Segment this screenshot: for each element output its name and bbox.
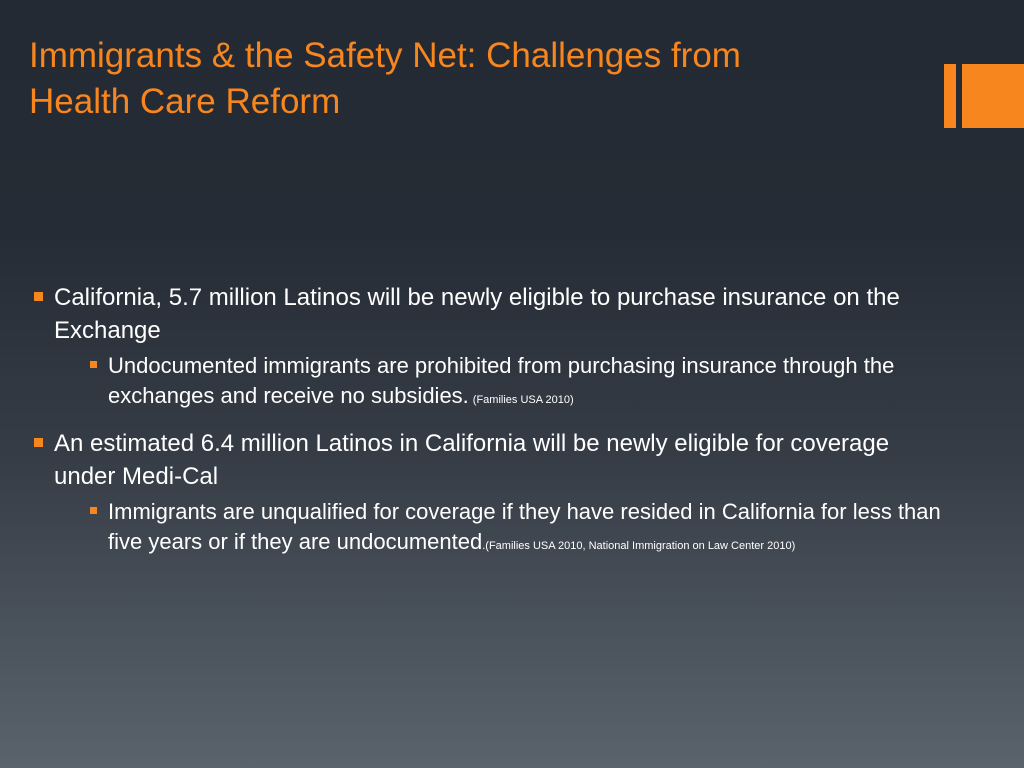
slide-body [30,281,950,557]
slide-title [29,33,909,125]
bullet-text: An estimated 6.4 million Latinos in California will be newly eligible for coverage under Medi-Cal [54,430,890,490]
bullet-text: California, 5.7 million Latinos will be newly eligible to purchase insurance on the Exchange [54,284,900,344]
slide-title-line-2: Health Care Reform [29,82,341,121]
bullet-item [30,427,950,557]
citation: .(Families USA 2010, National Immigration on Law Center 2010) [482,540,796,552]
accent-bar-thin [944,64,956,128]
square-bullet-icon [34,438,43,447]
sub-bullet-text: Undocumented immigrants are prohibited from purchasing insurance through the exchanges and receive no subsidies. [108,353,895,408]
sub-bullet-item [84,351,950,411]
bullet-item [30,281,950,411]
sub-bullet-item [84,497,948,557]
citation: (Families USA 2010) [472,394,574,406]
square-bullet-icon [90,361,97,368]
slide-title-line-1: Immigrants & the Safety Net: Challenges from [29,36,741,75]
sub-bullet-text: Immigrants are unqualified for coverage if they have resided in California for less than five years or if they are undocumented [108,499,941,554]
square-bullet-icon [90,507,97,514]
accent-bar-thick [962,64,1024,128]
square-bullet-icon [34,292,43,301]
